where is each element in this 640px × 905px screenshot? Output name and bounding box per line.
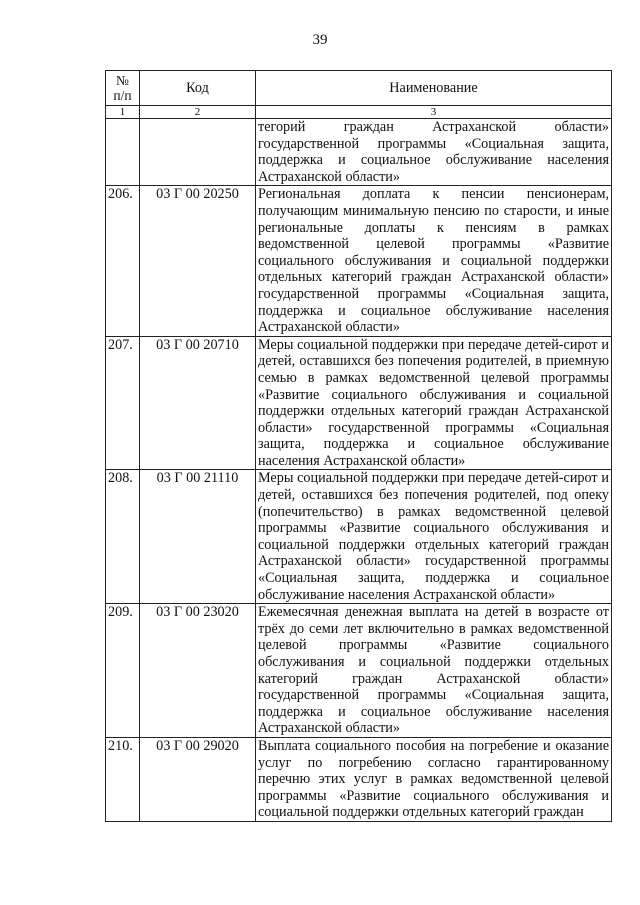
table-header-row <box>106 71 612 106</box>
row-number: 207. <box>106 336 140 470</box>
header-num: № п/п <box>106 71 140 106</box>
table-row <box>106 119 612 186</box>
row-code: 03 Г 00 20710 <box>140 336 256 470</box>
column-index-row <box>106 106 612 119</box>
table-row <box>106 186 612 336</box>
row-number <box>106 119 140 186</box>
row-name: тегорий граждан Астраханской области» государственной программы «Социальная защита, поддержка и социальное обслуживание населения Астраханской области» <box>256 119 612 186</box>
column-index-1: 1 <box>106 106 140 119</box>
row-name: Региональная доплата к пенсии пенсионерам, получающим минимальную пенсию по старости, и иные региональные доплаты к пенсиям в рамках ведомственной целевой программы «Развитие социального обслуживания и социальной поддержки отдельных категорий граждан Астраханской области» государственной программы «Социальная защита, поддержка и социальное обслуживание населения Астраханской области» <box>256 186 612 336</box>
table-row <box>106 336 612 470</box>
row-number: 209. <box>106 604 140 738</box>
row-number: 208. <box>106 470 140 604</box>
row-code: 03 Г 00 21110 <box>140 470 256 604</box>
header-name: Наименование <box>256 71 612 106</box>
column-index-2: 2 <box>140 106 256 119</box>
row-number: 210. <box>106 737 140 821</box>
row-name: Ежемесячная денежная выплата на детей в возрасте от трёх до семи лет включительно в рамках ведомственной целевой программы «Развитие социального обслуживания и социальной поддержки отдельных категорий граждан Астраханской области» государственной программы «Социальная защита, поддержка и социальное обслуживание населения Астраханской области» <box>256 604 612 738</box>
column-index-3: 3 <box>256 106 612 119</box>
row-number: 206. <box>106 186 140 336</box>
header-code: Код <box>140 71 256 106</box>
page-number: 39 <box>312 32 328 48</box>
row-code <box>140 119 256 186</box>
row-code: 03 Г 00 29020 <box>140 737 256 821</box>
row-name: Меры социальной поддержки при передаче детей-сирот и детей, оставшихся без попечения родителей, в приемную семью в рамках ведомственной целевой программы «Развитие социального обслуживания и социальной поддержки отдельных категорий граждан Астраханской области» государственной программы «Социальная защита, поддержка и социальное обслуживание населения Астраханской области» <box>256 336 612 470</box>
row-code: 03 Г 00 23020 <box>140 604 256 738</box>
table-row <box>106 470 612 604</box>
table-row <box>106 604 612 738</box>
table-body <box>106 119 612 822</box>
table-row <box>106 737 612 821</box>
classification-table <box>105 70 612 822</box>
row-name: Выплата социального пособия на погребение и оказание услуг по погребению согласно гарантированному перечню этих услуг в рамках ведомственной целевой программы «Развитие социального обслуживания и социальной поддержки отдельных категорий граждан <box>256 737 612 821</box>
row-name: Меры социальной поддержки при передаче детей-сирот и детей, оставшихся без попечения родителей, под опеку (попечительство) в рамках ведомственной целевой программы «Развитие социального обслуживания и социальной поддержки отдельных категорий граждан Астраханской области» государственной программы «Социальная защита, поддержка и социальное обслуживание населения Астраханской области» <box>256 470 612 604</box>
row-code: 03 Г 00 20250 <box>140 186 256 336</box>
